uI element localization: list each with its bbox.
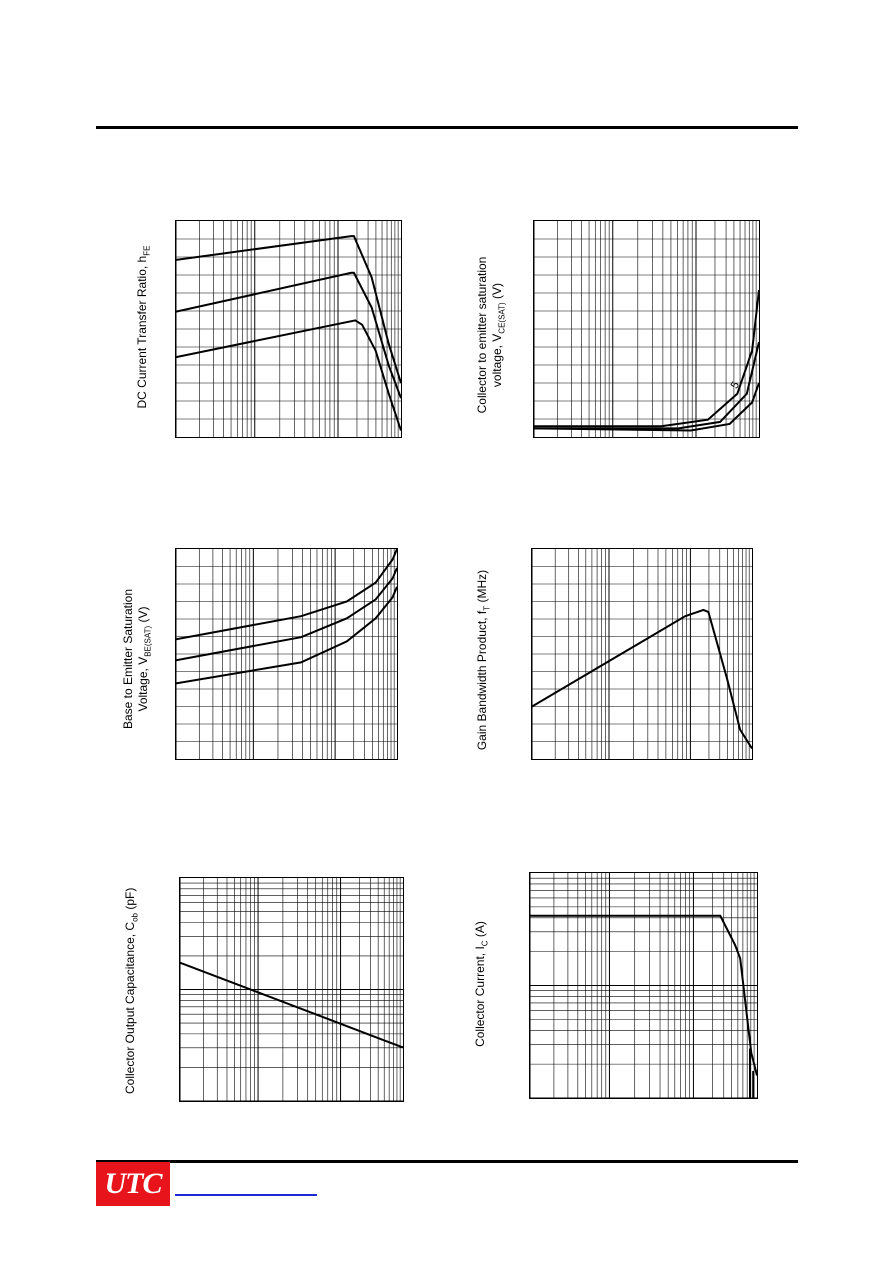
ft-ylabel: Gain Bandwidth Product, $f_T$ (MHz) <box>475 569 492 751</box>
series-line-0 <box>534 290 759 426</box>
series-line-0 <box>530 916 757 1076</box>
header-rule <box>96 126 798 129</box>
chart-svg <box>180 878 403 1101</box>
series-line-0 <box>180 963 403 1048</box>
cob-ylabel: Collector Output Capacitance, $C_{ob}$ (pF) <box>123 887 140 1094</box>
website-link-underline[interactable] <box>175 1194 317 1196</box>
chart-svg <box>532 549 752 759</box>
hfe-plot <box>175 220 402 438</box>
series-line-0 <box>532 610 752 749</box>
series-line-1 <box>534 342 759 428</box>
annotation-label: 5 <box>728 379 743 391</box>
vcesat-plot <box>533 220 760 438</box>
chart-svg <box>534 221 759 437</box>
utc-logo: UTC <box>96 1162 170 1206</box>
hfe-ylabel: DC Current Transfer Ratio, $h_{FE}$ <box>135 245 152 409</box>
chart-svg <box>530 873 757 1098</box>
vcesat-ylabel: Collector to emitter saturation voltage, $V_{CE(SAT)}$ (V) <box>475 256 507 414</box>
series-line-1 <box>176 568 397 660</box>
series-line-2 <box>534 383 759 431</box>
vbesat-plot <box>175 548 398 760</box>
footer-rule <box>96 1160 798 1163</box>
chart-svg <box>176 549 397 759</box>
cob-plot <box>179 877 404 1102</box>
series-line-2 <box>176 320 401 430</box>
soa-plot <box>529 872 758 1099</box>
soa-ylabel: Collector Current, $I_C$ (A) <box>473 921 490 1047</box>
series-line-0 <box>176 236 401 383</box>
chart-svg <box>176 221 401 437</box>
series-line-0 <box>176 549 397 639</box>
ft-plot <box>531 548 753 760</box>
vbesat-ylabel: Base to Emitter Saturation Voltage, $V_{BE(SAT)}$ (V) <box>121 588 153 730</box>
